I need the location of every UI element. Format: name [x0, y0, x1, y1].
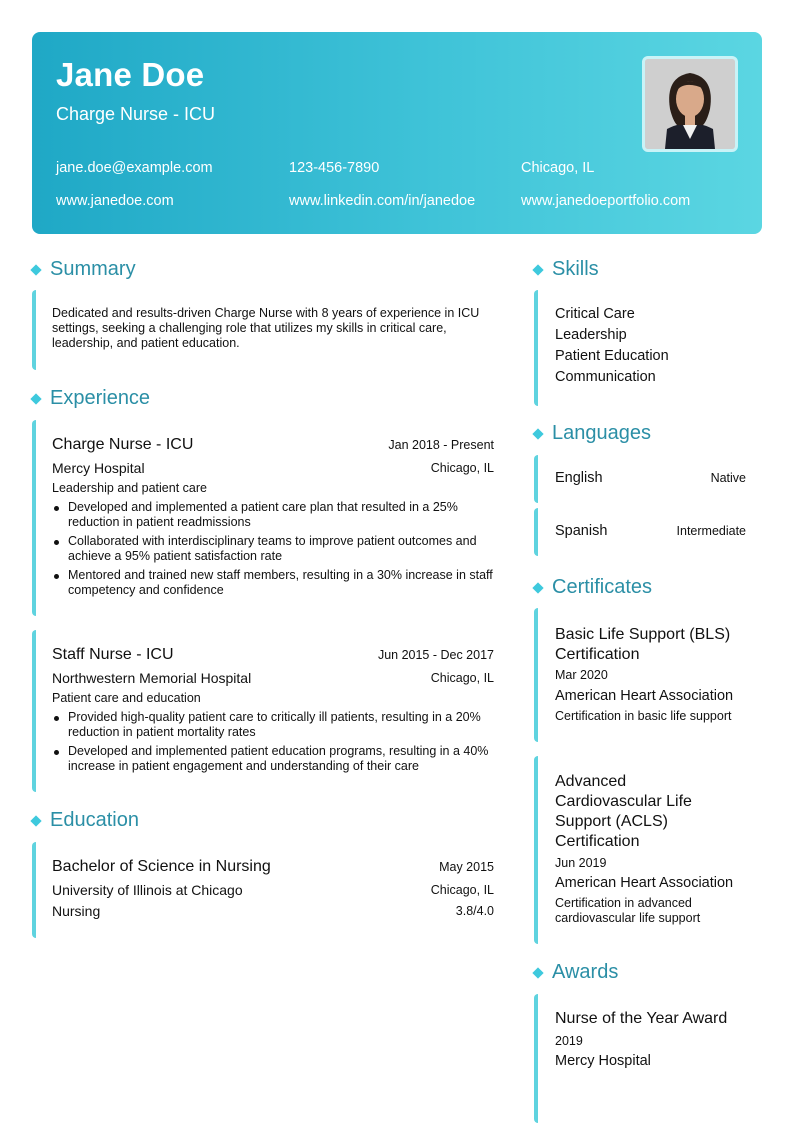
language-level: Intermediate	[676, 524, 746, 538]
certificate-description: Certification in basic life support	[555, 709, 732, 723]
job-organization: Northwestern Memorial Hospital	[52, 670, 252, 686]
job-location: Chicago, IL	[430, 671, 494, 685]
job-bullet: Mentored and trained new staff members, resulting in a 30% increase in staff competency and confidence	[52, 568, 496, 598]
job-bullets	[52, 710, 496, 778]
job-bullet: Developed and implemented a patient care plan that resulted in a 25% reduction in patient readmissions	[52, 500, 496, 530]
certificate-title: Basic Life Support (BLS) Certification	[555, 626, 731, 663]
education-heading	[30, 809, 139, 832]
skills-accent	[534, 290, 542, 406]
certificate-issuer: American Heart Association	[555, 875, 734, 891]
awards-heading	[532, 961, 618, 984]
job-bullet: Collaborated with interdisciplinary teams to improve patient outcomes and achieve a 95% patient satisfaction rate	[52, 534, 496, 564]
certificate-date: Jun 2019	[555, 856, 607, 870]
certificate-issuer: American Heart Association	[555, 688, 734, 704]
summary-accent	[32, 290, 40, 370]
portfolio-link[interactable]: www.janedoeportfolio.com	[521, 193, 691, 209]
job-title: Charge Nurse - ICU	[52, 436, 194, 453]
resume-header	[32, 32, 762, 234]
languages-title: Languages	[552, 422, 651, 444]
award-title: Nurse of the Year Award	[555, 1010, 728, 1027]
award-accent	[534, 994, 542, 1123]
graduation-date: May 2015	[439, 860, 494, 874]
job-bullet: Provided high-quality patient care to critically ill patients, resulting in a 20% reduction in patient mortality rates	[52, 710, 496, 740]
certificates-title: Certificates	[552, 576, 653, 598]
language-accent	[534, 455, 542, 503]
language-name: English	[555, 470, 603, 486]
certificates-heading	[532, 576, 652, 599]
certificate-accent	[534, 756, 542, 944]
location-text: Chicago, IL	[521, 160, 595, 176]
school-name: University of Illinois at Chicago	[52, 882, 243, 898]
job-description: Leadership and patient care	[52, 481, 207, 495]
job-title: Staff Nurse - ICU	[52, 646, 174, 663]
diamond-icon	[532, 264, 543, 275]
job-bullets	[52, 500, 496, 602]
experience-title: Experience	[50, 387, 151, 409]
school-location: Chicago, IL	[430, 883, 494, 897]
job-dates: Jan 2018 - Present	[388, 438, 494, 452]
diamond-icon	[532, 428, 543, 439]
award-organization: Mercy Hospital	[555, 1053, 651, 1069]
skill-item: Leadership	[555, 327, 627, 343]
linkedin-link[interactable]: www.linkedin.com/in/janedoe	[289, 193, 476, 209]
job-bullet: Developed and implemented patient education programs, resulting in a 40% increase in patient engagement and understanding of their care	[52, 744, 496, 774]
email-link[interactable]: jane.doe@example.com	[56, 160, 213, 176]
languages-heading	[532, 422, 651, 445]
job-location: Chicago, IL	[430, 461, 494, 475]
job-organization: Mercy Hospital	[52, 460, 145, 476]
award-year: 2019	[555, 1034, 583, 1048]
experience-accent	[32, 630, 40, 792]
job-description: Patient care and education	[52, 691, 201, 705]
diamond-icon	[30, 264, 41, 275]
gpa: 3.8/4.0	[455, 904, 494, 918]
skill-item: Critical Care	[555, 306, 635, 322]
summary-text: Dedicated and results-driven Charge Nurse with 8 years of experience in ICU settings, seeking a challenging role that utilizes my skills in critical care, leadership, and patient education.	[52, 306, 480, 350]
diamond-icon	[532, 967, 543, 978]
certificate-accent	[534, 608, 542, 742]
summary-heading	[30, 258, 136, 281]
certificate-title: Advanced Cardiovascular Life Support (ACLS) Certification	[555, 773, 692, 850]
language-accent	[534, 508, 542, 556]
language-level: Native	[710, 471, 746, 485]
awards-title: Awards	[552, 961, 619, 983]
website-link[interactable]: www.janedoe.com	[56, 193, 174, 209]
certificate-description: Certification in advanced cardiovascular life support	[555, 896, 701, 925]
degree-title: Bachelor of Science in Nursing	[52, 858, 271, 875]
candidate-role: Charge Nurse - ICU	[56, 104, 216, 124]
education-title: Education	[50, 809, 139, 831]
diamond-icon	[30, 393, 41, 404]
experience-heading	[30, 387, 150, 410]
experience-accent	[32, 420, 40, 616]
certificate-date: Mar 2020	[555, 668, 608, 682]
skills-heading	[532, 258, 599, 281]
education-accent	[32, 842, 40, 938]
candidate-name: Jane Doe	[56, 56, 205, 93]
skill-item: Patient Education	[555, 348, 669, 364]
skill-item: Communication	[555, 369, 656, 385]
field-of-study: Nursing	[52, 903, 101, 919]
job-dates: Jun 2015 - Dec 2017	[377, 648, 494, 662]
profile-photo	[642, 56, 738, 152]
diamond-icon	[30, 815, 41, 826]
phone-text: 123-456-7890	[289, 160, 380, 176]
language-name: Spanish	[555, 523, 608, 539]
skills-title: Skills	[552, 258, 599, 280]
summary-title: Summary	[50, 258, 136, 280]
diamond-icon	[532, 582, 543, 593]
